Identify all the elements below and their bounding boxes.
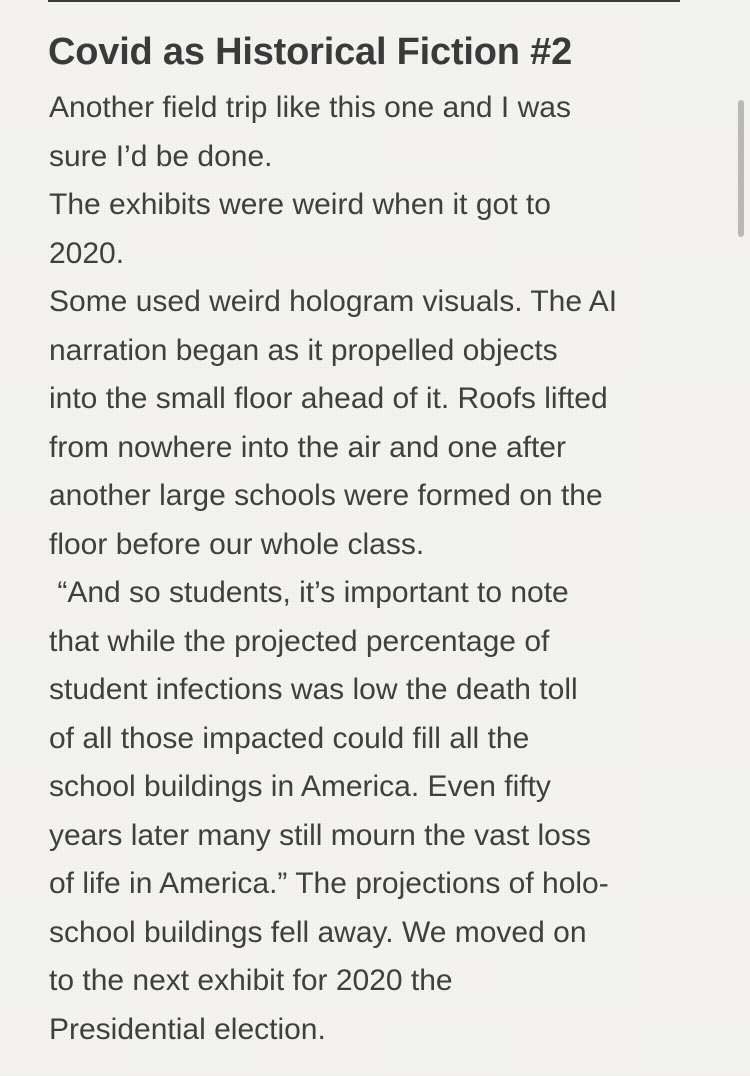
body-line: Presidential election. <box>49 1012 326 1046</box>
body-line: “And so students, it’s important to note <box>49 576 569 609</box>
body-line: school buildings fell away. We moved on <box>49 915 587 949</box>
note-body[interactable] <box>49 84 729 1054</box>
divider-line <box>48 0 680 2</box>
body-line: of life in America.” The projections of holo- <box>49 867 609 900</box>
body-line: years later many still mourn the vast loss <box>49 818 591 852</box>
body-line: into the small floor ahead of it. Roofs lifted <box>49 382 608 415</box>
body-line: Some used weird hologram visuals. The AI <box>49 285 618 318</box>
body-line: 2020. <box>49 236 125 270</box>
body-line: narration began as it propelled objects <box>49 333 558 367</box>
body-line: The exhibits were weird when it got to <box>49 188 551 221</box>
body-line: student infections was low the death toll <box>49 673 578 706</box>
body-line: Another field trip like this one and I was <box>49 91 571 124</box>
note-title: Covid as Historical Fiction #2 <box>48 31 573 73</box>
body-line: sure I’d be done. <box>49 139 273 173</box>
scrollbar-thumb[interactable] <box>738 100 744 237</box>
body-line: school buildings in America. Even fifty <box>49 770 551 803</box>
body-line: from nowhere into the air and one after <box>49 430 566 464</box>
body-line: that while the projected percentage of <box>49 624 550 658</box>
body-line: another large schools were formed on the <box>49 479 603 512</box>
body-line: of all those impacted could fill all the <box>49 721 530 755</box>
body-line: to the next exhibit for 2020 the <box>49 964 453 997</box>
body-line: floor before our whole class. <box>49 527 425 561</box>
